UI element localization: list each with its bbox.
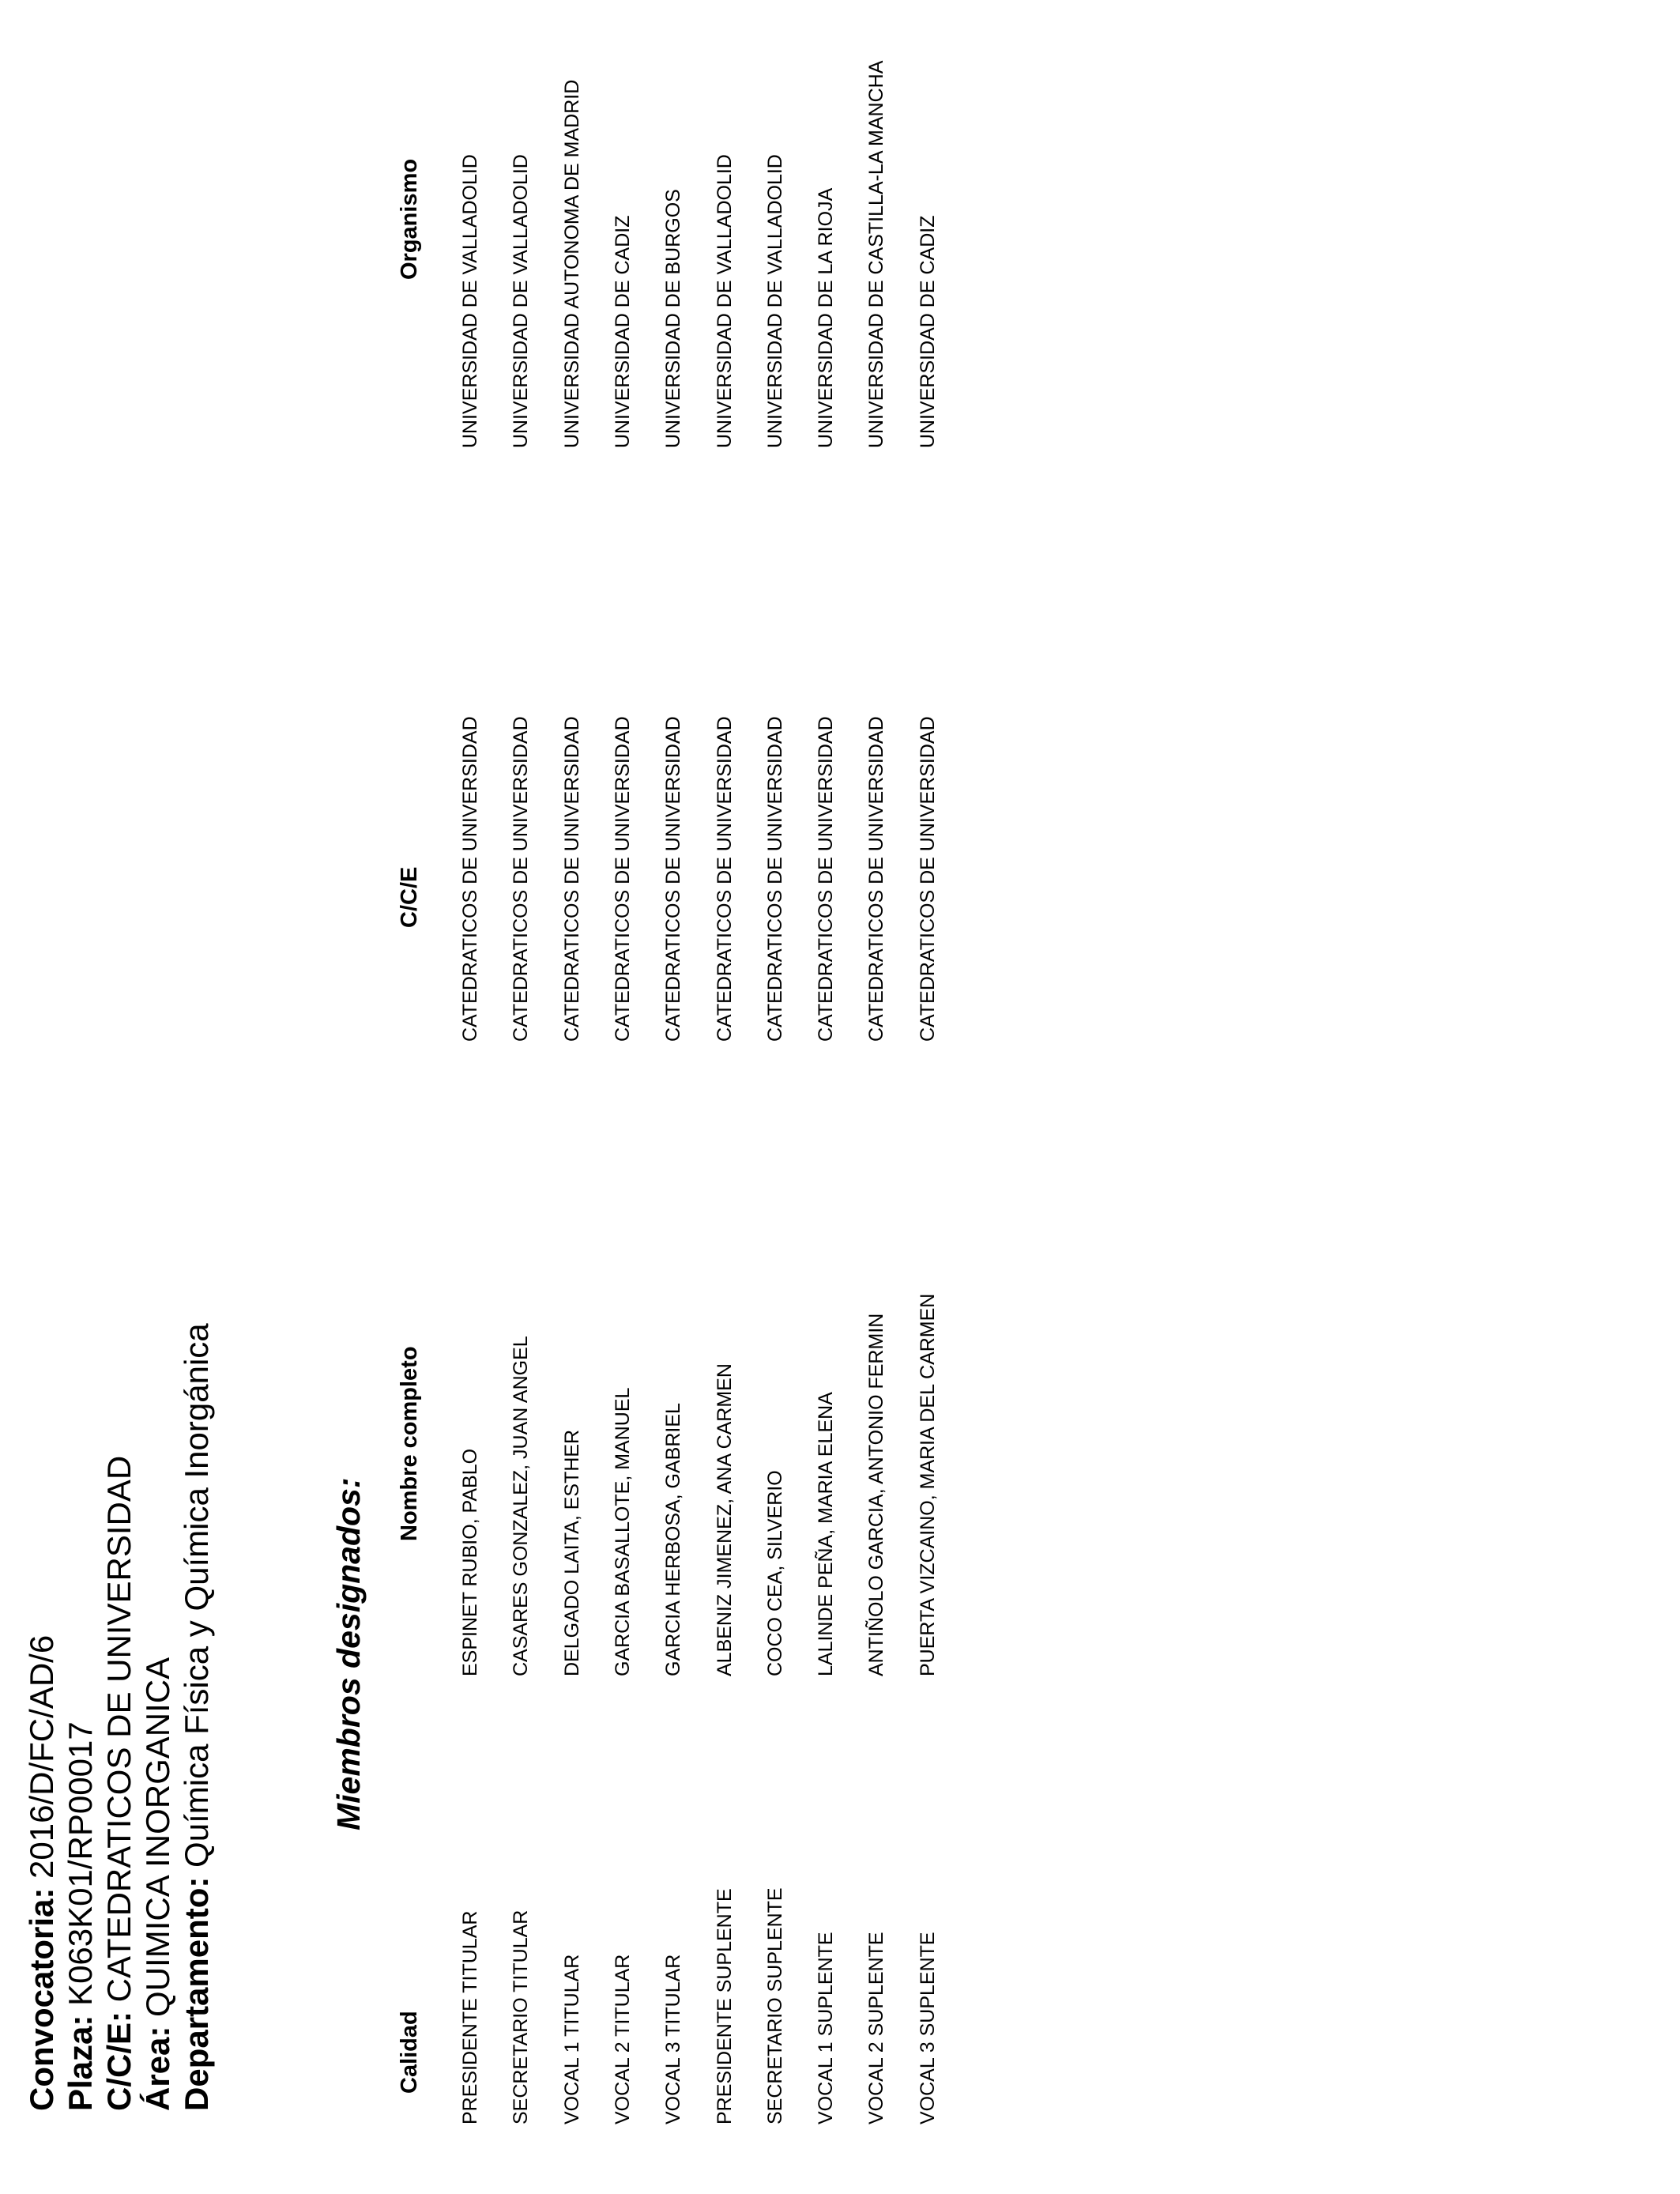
convocatoria-value: 2016/D/FC/AD/6 <box>23 1634 60 1879</box>
cell-cce: CATEDRATICOS DE UNIVERSIDAD <box>815 716 838 1042</box>
column-header-organismo: Organismo <box>397 158 422 280</box>
cell-calidad: PRESIDENTE SUPLENTE <box>713 1888 736 2124</box>
cell-cce: CATEDRATICOS DE UNIVERSIDAD <box>560 716 583 1042</box>
column-header-nombre: Nombre completo <box>397 1346 422 1541</box>
cell-nombre: GARCIA BASALLOTE, MANUEL <box>611 1387 634 1676</box>
cell-organismo: UNIVERSIDAD DE CADIZ <box>611 215 634 448</box>
cell-cce: CATEDRATICOS DE UNIVERSIDAD <box>611 716 634 1042</box>
cell-calidad: VOCAL 1 TITULAR <box>560 1954 583 2124</box>
departamento-line <box>177 1323 216 2111</box>
departamento-label: Departamento: <box>178 1876 215 2111</box>
cell-cce: CATEDRATICOS DE UNIVERSIDAD <box>459 716 481 1042</box>
plaza-line <box>61 1323 100 2111</box>
area-value: QUIMICA INORGANICA <box>139 1657 176 2017</box>
cell-calidad: PRESIDENTE TITULAR <box>459 1910 481 2124</box>
table-row <box>454 0 486 2194</box>
cell-cce: CATEDRATICOS DE UNIVERSIDAD <box>713 716 736 1042</box>
cce-label: C/C/E: <box>100 2011 137 2111</box>
plaza-label: Plaza: <box>62 2015 99 2111</box>
cell-nombre: GARCIA HERBOSA, GABRIEL <box>662 1403 685 1676</box>
cell-organismo: UNIVERSIDAD DE LA RIOJA <box>815 187 838 448</box>
table-row <box>861 0 892 2194</box>
cell-nombre: DELGADO LAITA, ESTHER <box>560 1429 583 1676</box>
cell-calidad: VOCAL 2 TITULAR <box>611 1954 634 2124</box>
cell-organismo: UNIVERSIDAD DE VALLADOLID <box>459 154 481 448</box>
table-row <box>709 0 740 2194</box>
cell-nombre: ALBENIZ JIMENEZ, ANA CARMEN <box>713 1363 736 1676</box>
cell-organismo: UNIVERSIDAD DE VALLADOLID <box>763 154 786 448</box>
table-row <box>810 0 842 2194</box>
cell-cce: CATEDRATICOS DE UNIVERSIDAD <box>865 716 888 1042</box>
cell-calidad: SECRETARIO TITULAR <box>510 1909 533 2124</box>
cell-organismo: UNIVERSIDAD DE CADIZ <box>916 215 939 448</box>
cell-cce: CATEDRATICOS DE UNIVERSIDAD <box>763 716 786 1042</box>
area-label: Área: <box>139 2026 176 2111</box>
table-row <box>607 0 638 2194</box>
cell-cce: CATEDRATICOS DE UNIVERSIDAD <box>662 716 685 1042</box>
cell-nombre: PUERTA VIZCAINO, MARIA DEL CARMEN <box>916 1293 939 1676</box>
table-row <box>556 0 588 2194</box>
cell-nombre: CASARES GONZALEZ, JUAN ANGEL <box>510 1336 533 1676</box>
convocatoria-label: Convocatoria: <box>23 1887 60 2111</box>
cce-value: CATEDRATICOS DE UNIVERSIDAD <box>100 1455 137 2003</box>
plaza-value: K063K01/RP00017 <box>62 1721 99 2006</box>
cell-nombre: LALINDE PEÑA, MARIA ELENA <box>815 1392 838 1676</box>
cell-calidad: VOCAL 3 TITULAR <box>662 1954 685 2124</box>
cell-cce: CATEDRATICOS DE UNIVERSIDAD <box>510 716 533 1042</box>
cell-calidad: SECRETARIO SUPLENTE <box>763 1887 786 2124</box>
column-header-calidad: Calidad <box>397 2011 422 2094</box>
header-block <box>22 1323 216 2111</box>
table-row <box>657 0 689 2194</box>
table-row <box>759 0 791 2194</box>
cell-calidad: VOCAL 2 SUPLENTE <box>865 1932 888 2124</box>
column-header-cce: C/C/E <box>397 866 422 928</box>
cell-calidad: VOCAL 1 SUPLENTE <box>815 1932 838 2124</box>
convocatoria-line <box>22 1323 61 2111</box>
cell-nombre: ESPINET RUBIO, PABLO <box>459 1448 481 1676</box>
area-line <box>138 1323 177 2111</box>
cell-organismo: UNIVERSIDAD DE VALLADOLID <box>713 154 736 448</box>
cell-nombre: COCO CEA, SILVERIO <box>763 1470 786 1676</box>
cell-organismo: UNIVERSIDAD DE VALLADOLID <box>510 154 533 448</box>
cell-organismo: UNIVERSIDAD DE BURGOS <box>662 189 685 448</box>
table-row <box>912 0 944 2194</box>
cell-nombre: ANTIÑOLO GARCIA, ANTONIO FERMIN <box>865 1313 888 1676</box>
cce-line <box>100 1323 138 2111</box>
table-row <box>505 0 537 2194</box>
cell-calidad: VOCAL 3 SUPLENTE <box>916 1932 939 2124</box>
cell-cce: CATEDRATICOS DE UNIVERSIDAD <box>916 716 939 1042</box>
cell-organismo: UNIVERSIDAD AUTONOMA DE MADRID <box>560 79 583 448</box>
departamento-value: Química Física y Química Inorgánica <box>178 1323 215 1868</box>
cell-organismo: UNIVERSIDAD DE CASTILLA-LA MANCHA <box>865 60 888 448</box>
section-title: Miembros designados: <box>330 1477 367 1830</box>
